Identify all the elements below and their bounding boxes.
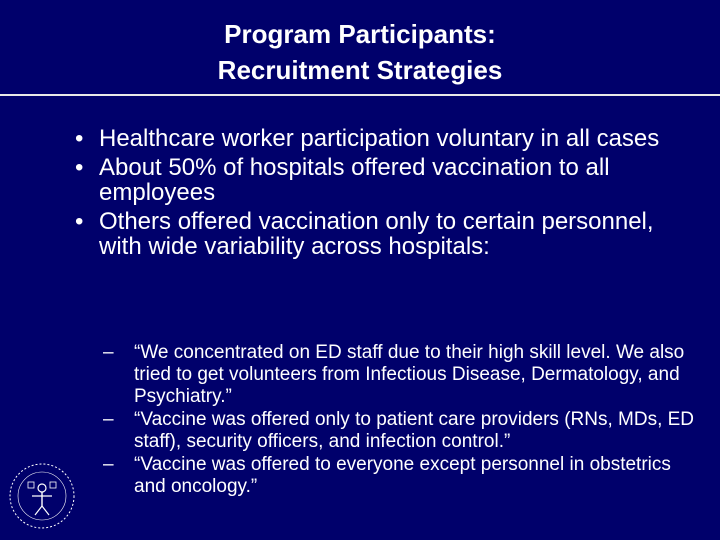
sub-bullet-list	[103, 342, 703, 499]
bullet-text: About 50% of hospitals offered vaccination to all employees	[99, 154, 610, 206]
sub-bullet-item	[103, 454, 703, 498]
sub-bullet-text: “We concentrated on ED staff due to their high skill level. We also tried to get volunteers from Infectious Disease, Dermatology, and Psychiatry.”	[134, 342, 685, 407]
bullet-symbol: •	[75, 208, 84, 235]
dash-symbol: –	[103, 454, 114, 475]
bullet-symbol: •	[75, 125, 84, 152]
sub-bullet-text: “Vaccine was offered to everyone except personnel in obstetrics and oncology.”	[134, 454, 671, 497]
bullet-text: Others offered vaccination only to certain personnel, with wide variability across hospitals:	[99, 208, 654, 260]
bullet-item	[75, 155, 695, 205]
title-divider	[0, 94, 720, 96]
bullet-item	[75, 209, 695, 259]
title-line-2: Recruitment Strategies	[217, 55, 503, 85]
organization-seal-logo	[6, 460, 78, 532]
slide-title	[0, 16, 720, 88]
sub-bullet-item	[103, 342, 703, 408]
dash-symbol: –	[103, 409, 114, 430]
sub-bullet-text: “Vaccine was offered only to patient care providers (RNs, MDs, ED staff), security officers, and infection control.”	[134, 409, 695, 452]
title-line-1: Program Participants:	[224, 19, 496, 49]
bullet-text: Healthcare worker participation voluntary in all cases	[99, 125, 660, 152]
dash-symbol: –	[103, 342, 114, 363]
bullet-list	[75, 126, 695, 263]
bullet-symbol: •	[75, 154, 84, 181]
sub-bullet-item	[103, 409, 703, 453]
bullet-item	[75, 126, 695, 151]
